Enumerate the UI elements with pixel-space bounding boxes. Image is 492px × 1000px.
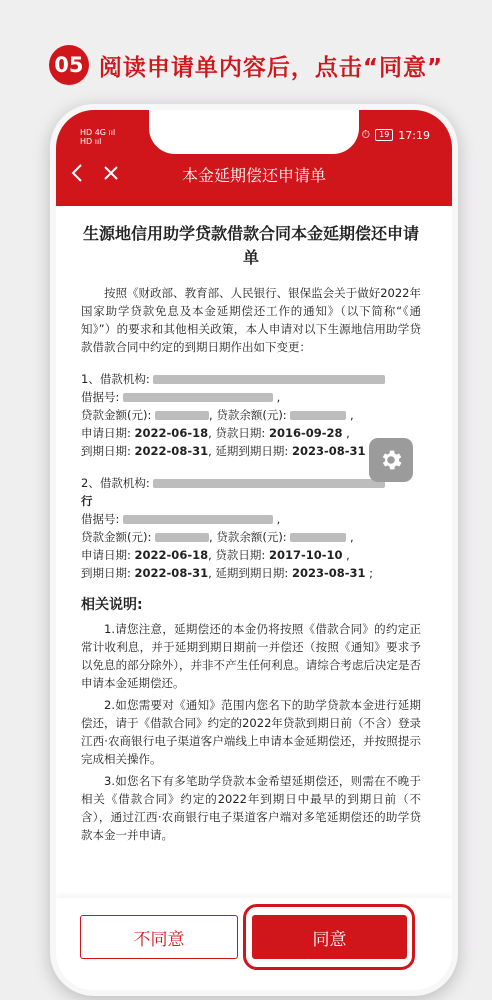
due-date-label: 到期日期: <box>81 566 131 580</box>
signal-line-2: HD ııl <box>80 137 102 146</box>
action-bar <box>56 898 452 990</box>
due-date-label: 到期日期: <box>81 444 131 458</box>
signal-line-1: HD 4G ııl <box>80 128 116 137</box>
redacted-amount <box>155 411 209 420</box>
loan-date: 2016-09-28 <box>268 426 343 440</box>
redacted-balance <box>290 411 346 420</box>
apply-date: 2022-06-18 <box>134 426 209 440</box>
apply-date-label: 申请日期: <box>81 426 131 440</box>
amount-label: 贷款金额(元): <box>81 408 152 422</box>
org-label: 1、借款机构: <box>81 372 150 386</box>
status-time: 17:19 <box>398 128 430 142</box>
loan-date-label: , 贷款日期: <box>208 548 266 562</box>
apply-date-label: 申请日期: <box>81 548 131 562</box>
step-instruction: 阅读申请单内容后，点击“同意” <box>98 54 444 81</box>
org-label: 2、借款机构: <box>81 476 150 490</box>
loan-date: 2017-10-10 <box>268 548 343 562</box>
amount-label: 贷款金额(元): <box>81 530 152 544</box>
redacted-org <box>153 375 385 384</box>
disagree-button[interactable]: 不同意 <box>80 915 238 959</box>
loan-date-label: , 贷款日期: <box>208 426 266 440</box>
step-header <box>0 38 492 92</box>
gear-icon[interactable] <box>369 438 413 482</box>
camera-notch <box>149 110 359 154</box>
ext-date: 2023-08-31 <box>291 444 366 458</box>
note-item: 1.请您注意，延期偿还的本金仍将按照《借款合同》的约定正常计收利息，并于延期到期日期前一并偿还（按照《通知》要求予以免息的部分除外），并非不产生任何利息。请综合考虑后决定是否申请本金延期偿还。 <box>81 622 421 690</box>
balance-label: , 贷款余额(元): <box>209 408 287 422</box>
ext-date: 2023-08-31 <box>291 566 366 580</box>
redacted-balance <box>290 533 346 542</box>
ext-date-label: , 延期到期日期: <box>208 566 289 580</box>
alarm-icon: ⏱ <box>361 128 371 141</box>
note-item: 3.如您名下有多笔助学贷款本金希望延期偿还，则需在不晚于相关《借款合同》约定的2022年到期日中最早的到期日前（不含），通过江西·农商银行电子渠道客户端对多笔延期偿还的助学贷款本金一并申请。 <box>81 774 421 842</box>
redacted-receipt <box>123 393 273 402</box>
balance-label: , 贷款余额(元): <box>209 530 287 544</box>
page-title: 本金延期偿还申请单 <box>181 166 326 185</box>
document-body <box>81 222 421 844</box>
ext-date-label: , 延期到期日期: <box>208 444 289 458</box>
status-right <box>362 128 430 142</box>
receipt-label: 借据号: <box>81 390 120 404</box>
notes-title: 相关说明: <box>81 597 143 613</box>
redacted-amount <box>155 533 209 542</box>
due-date: 2022-08-31 <box>134 566 209 580</box>
receipt-label: 借据号: <box>81 512 120 526</box>
app-header <box>56 110 452 206</box>
org-tail: 行 <box>81 494 93 508</box>
battery-icon: 19 <box>375 129 393 141</box>
agree-button[interactable]: 同意 <box>252 915 407 959</box>
document-title: 生源地信用助学贷款借款合同本金延期偿还申请单 <box>82 224 419 267</box>
loan-record-2: 2、借款机构: 行 借据号: , 贷款金额(元): , 贷款余额(元): , 申请日期: 2022-06-18, 贷款日期: 2017-10-10 , 到期日期: 2022-08-31, 延期到期日期: 2023-08-31 ; <box>81 474 421 582</box>
step-number-badge: 05 <box>49 45 89 85</box>
apply-date: 2022-06-18 <box>134 548 209 562</box>
phone-frame <box>50 104 458 996</box>
signal-indicators <box>80 128 115 146</box>
intro-paragraph: 按照《财政部、教育部、人民银行、银保监会关于做好2022年国家助学贷款免息及本金延期偿还工作的通知》（以下简称“《通知》”）的要求和其他相关政策，本人申请对以下生源地信用助学贷款借款合同中约定的到期日期作出如下变更： <box>81 286 421 354</box>
redacted-receipt <box>123 515 273 524</box>
due-date: 2022-08-31 <box>134 444 209 458</box>
note-item: 2.如您需要对《通知》范围内您名下的助学贷款本金进行延期偿还，请于《借款合同》约定的2022年贷款到期日前（不含）登录江西·农商银行电子渠道客户端线上申请本金延期偿还，并按照提示完成相关操作。 <box>81 698 421 766</box>
end-mark: ; <box>369 566 374 580</box>
loan-record-1: 1、借款机构: 借据号: , 贷款金额(元): , 贷款余额(元): , 申请日期: 2022-06-18, 贷款日期: 2016-09-28 , 到期日期: 2022-08-31, 延期到期日期: 2023-08-31 <box>81 370 421 460</box>
redacted-org <box>153 479 385 488</box>
